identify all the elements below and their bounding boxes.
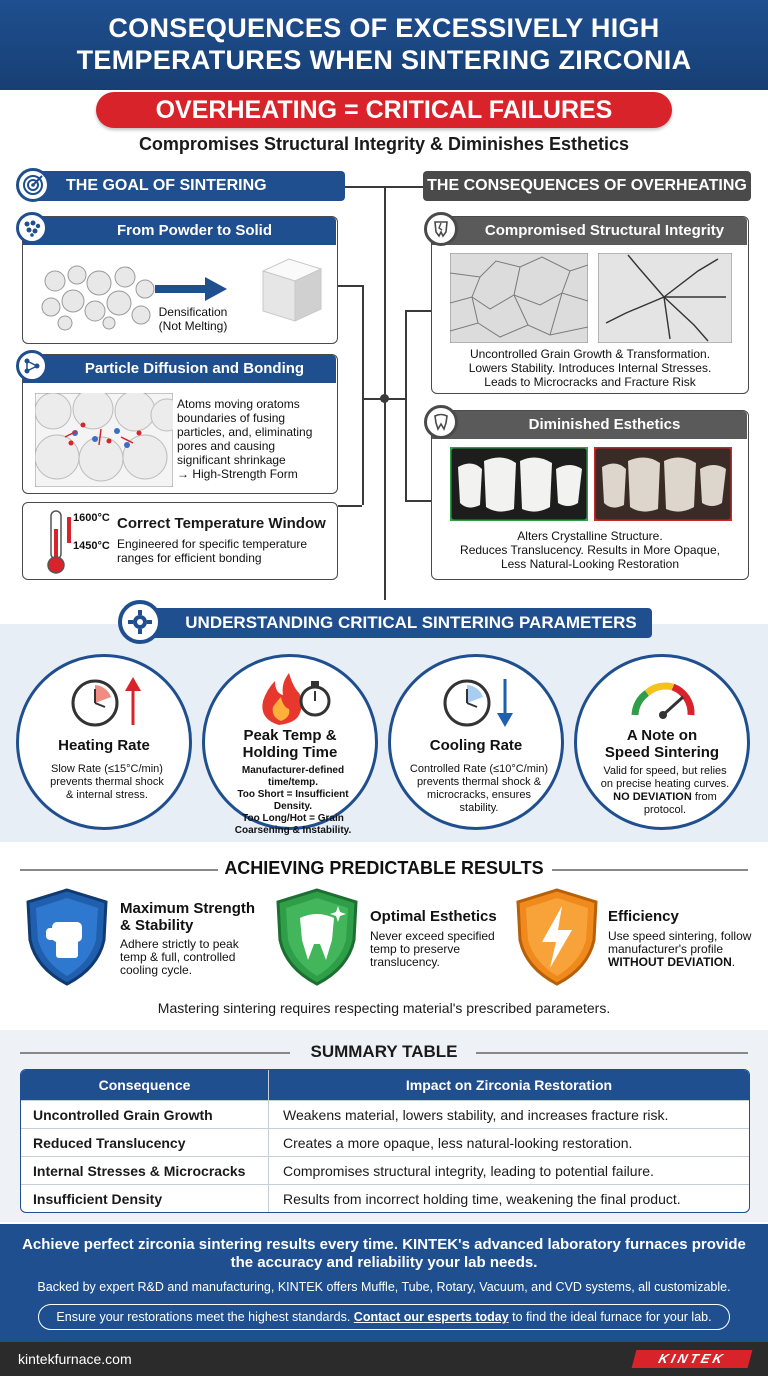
center-connector [384, 186, 386, 600]
results-note: Mastering sintering requires respecting material's prescribed parameters. [157, 1000, 611, 1016]
tooth-icon [424, 405, 458, 439]
table-cell: Results from incorrect holding time, weakening the final product. [283, 1191, 681, 1207]
grain-cracks-image [450, 253, 588, 343]
diffusion-card [22, 354, 338, 494]
gear-icon [118, 600, 162, 644]
flame-timer-icon [255, 671, 335, 727]
cooling-rate-card [388, 654, 564, 830]
temperature-title: Correct Temperature Window [117, 515, 326, 532]
efficiency-description: Use speed sintering, follow manufacturer's profile WITHOUT DEVIATION. [608, 929, 752, 969]
network-icon [16, 350, 48, 382]
diffusion-card-title: Particle Diffusion and Bonding [23, 355, 336, 383]
densification-label: Densification (Not Melting) [158, 305, 228, 333]
table-cell: Weakens material, lowers stability, and increases fracture risk. [283, 1107, 669, 1123]
diffusion-description: Atoms moving oratoms boundaries of fusing particles, and, eliminating pores and causing significant shrinkage → High-Strength Form [177, 397, 313, 481]
diffusion-diagram-icon [35, 393, 173, 487]
table-row [21, 1184, 749, 1212]
temp-low-label: 1450°C [73, 540, 110, 552]
cta-headline: Achieve perfect zirconia sintering results every time. KINTEK's advanced laboratory furnaces provide the accuracy and reliability your lab needs. [22, 1236, 746, 1271]
kintek-logo: KINTEK [632, 1350, 753, 1368]
esthetics-card [431, 410, 749, 580]
heating-rate-card [16, 654, 192, 830]
connector [405, 500, 431, 502]
cta-pill: Ensure your restorations meet the highest standards. Contact our esperts today to find the ideal furnace for your lab. [38, 1304, 730, 1330]
subtitle: Compromises Structural Integrity & Diminishes Esthetics [138, 134, 630, 154]
summary-table-title: SUMMARY TABLE [310, 1042, 458, 1061]
table-cell: Insufficient Density [21, 1185, 269, 1212]
speed-sintering-title: A Note on Speed Sintering [604, 727, 720, 761]
peak-temp-description: Manufacturer-defined time/temp. Too Short = Insufficient Density. Too Long/Hot = Grain Coarsening & Instability. [234, 765, 352, 836]
consequences-section-title: THE CONSEQUENCES OF OVERHEATING [423, 171, 751, 201]
clock-down-icon [439, 675, 519, 729]
goal-section-title: THE GOAL OF SINTERING [32, 171, 345, 201]
table-cell: Reduced Translucency [21, 1129, 269, 1156]
fist-shield-icon [24, 888, 110, 986]
footer [0, 1342, 768, 1376]
results-section-title: ACHIEVING PREDICTABLE RESULTS [224, 858, 544, 878]
website-link[interactable]: kintekfurnace.com [18, 1351, 132, 1367]
connector [405, 310, 407, 500]
cta-subtext: Backed by expert R&D and manufacturing, KINTEK offers Muffle, Tube, Rotary, Vacuum, and CVD systems, all customizable. [37, 1280, 731, 1294]
table-cell: Uncontrolled Grain Growth [21, 1101, 269, 1128]
connector [338, 285, 362, 287]
table-row [21, 1128, 749, 1156]
esthetics-result-description: Never exceed specified temp to preserve translucency. [370, 929, 495, 969]
table-cell: Internal Stresses & Microcracks [21, 1157, 269, 1184]
esthetics-result-title: Optimal Esthetics [370, 908, 497, 925]
cooling-rate-title: Cooling Rate [429, 737, 523, 754]
connector [338, 505, 362, 507]
banner: OVERHEATING = CRITICAL FAILURES [96, 92, 672, 128]
structural-card-title: Compromised Structural Integrity [432, 217, 747, 245]
strength-title: Maximum Strength & Stability [120, 900, 256, 934]
connector [405, 310, 431, 312]
powder-card-title: From Powder to Solid [23, 217, 336, 245]
contact-experts-link[interactable]: Contact our esperts today [353, 1310, 509, 1324]
efficiency-title: Efficiency [608, 908, 679, 925]
gauge-icon [629, 679, 697, 719]
structural-description: Uncontrolled Grain Growth & Transformation. Lowers Stability. Introduces Internal Stresses. Leads to Microcracks and Fracture Risk [468, 347, 712, 389]
heating-rate-title: Heating Rate [58, 737, 150, 754]
tooth-shield-icon [274, 888, 360, 986]
solid-cube-icon [259, 255, 325, 325]
table-cell: Creates a more opaque, less natural-looking restoration. [283, 1135, 633, 1151]
page-title: CONSEQUENCES OF EXCESSIVELY HIGH TEMPERATURES WHEN SINTERING ZIRCONIA [76, 13, 692, 75]
esthetics-card-title: Diminished Esthetics [432, 411, 747, 439]
particles-icon [16, 212, 48, 244]
target-icon [16, 168, 50, 202]
speed-sintering-description: Valid for speed, but relies on precise heating curves. NO DEVIATION from protocol. [600, 765, 730, 816]
connector [345, 186, 423, 188]
temp-range-marker [67, 517, 71, 543]
strength-description: Adhere strictly to peak temp & full, controlled cooling cycle. [120, 937, 239, 977]
summary-table [20, 1069, 750, 1213]
structural-card [431, 216, 749, 394]
natural-teeth-image [450, 447, 588, 521]
lightning-shield-icon [514, 888, 600, 986]
temperature-description: Engineered for specific temperature ranges for efficient bonding [117, 537, 308, 565]
table-row [21, 1156, 749, 1184]
opaque-teeth-image [594, 447, 732, 521]
powder-card [22, 216, 338, 344]
header [0, 0, 768, 90]
peak-temp-title: Peak Temp & Holding Time [242, 727, 338, 761]
peak-temp-card [202, 654, 378, 836]
broken-tooth-icon [424, 212, 458, 246]
table-cell: Compromises structural integrity, leading to potential failure. [283, 1163, 654, 1179]
table-header: Consequence [21, 1070, 269, 1100]
arrow-right-icon [155, 277, 227, 301]
speed-sintering-card [574, 654, 750, 830]
parameters-section-title: UNDERSTANDING CRITICAL SINTERING PARAMETERS [140, 608, 652, 638]
connector [362, 285, 364, 505]
temperature-card [22, 502, 338, 580]
call-to-action [0, 1224, 768, 1342]
table-row [21, 1100, 749, 1128]
connector-node [380, 394, 389, 403]
cooling-rate-description: Controlled Rate (≤10°C/min) prevents thermal shock & microcracks, ensures stability. [409, 763, 549, 814]
microcrack-image [598, 253, 732, 343]
table-header-row [21, 1070, 749, 1100]
esthetics-description: Alters Crystalline Structure. Reduces Translucency. Results in More Opaque, Less Natural-Looking Restoration [460, 529, 720, 571]
heating-rate-description: Slow Rate (≤15°C/min) prevents thermal shock & internal stress. [50, 763, 164, 801]
temp-high-label: 1600°C [73, 512, 110, 524]
table-header: Impact on Zirconia Restoration [405, 1077, 613, 1093]
clock-up-icon [67, 675, 147, 729]
